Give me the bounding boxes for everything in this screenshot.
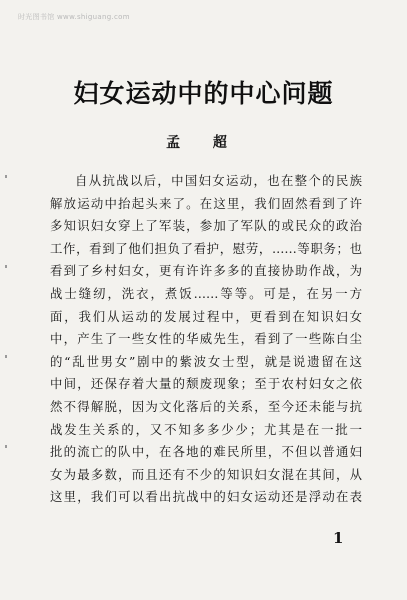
page-title: 妇女运动中的中心问题 (73, 79, 334, 108)
author-name: 孟 超 (166, 135, 241, 151)
text-line: 战发生关系的，又不知多多少少；尤其是在一批一 (50, 421, 362, 437)
body-text (50, 170, 362, 509)
watermark: 时光图书馆 www.shiguang.com (18, 13, 130, 21)
scan-margin-mark (5, 445, 7, 448)
scan-margin-mark (5, 265, 7, 268)
text-line: 多知识妇女穿上了军装，参加了军队的或民众的政治 (50, 218, 362, 234)
text-line: 的“乱世男女”剧中的紫波女士型，就是说遗留在这 (50, 353, 362, 369)
text-line: 面，我们从运动的发展过程中，更看到在知识妇女 (50, 308, 362, 324)
text-line: 解放运动中抬起头来了。在这里，我们固然看到了许 (50, 195, 362, 211)
text-line: 批的流亡的队中，在各地的难民所里，不但以普通妇 (50, 444, 362, 460)
page-number: 1 (333, 529, 344, 547)
scan-margin-mark (5, 355, 7, 358)
text-line: 看到了乡村妇女，更有许许多多的直接协助作战，为 (50, 263, 362, 279)
text-line: 女为最多数，而且还有不少的知识妇女混在其间，从 (50, 466, 362, 482)
text-line: 自从抗战以后，中国妇女运动，也在整个的民族 (75, 173, 362, 188)
text-line: 这里，我们可以看出抗战中的妇女运动还是浮动在表 (50, 489, 362, 505)
text-line: 战士缝纫，洗衣，煮饭……等等。可是，在另一方 (50, 285, 362, 301)
text-line: 然不得解脱，因为文化落后的关系，至今还未能与抗 (50, 398, 362, 414)
text-line: 中，产生了一些女性的华威先生，看到了一些陈白尘 (50, 331, 362, 347)
text-line: 中间，还保存着大量的颓废现象；至于农村妇女之依 (50, 376, 362, 392)
text-line: 工作，看到了他们担负了看护，慰劳，……等职务；也 (50, 240, 362, 256)
scan-margin-mark (5, 175, 7, 178)
